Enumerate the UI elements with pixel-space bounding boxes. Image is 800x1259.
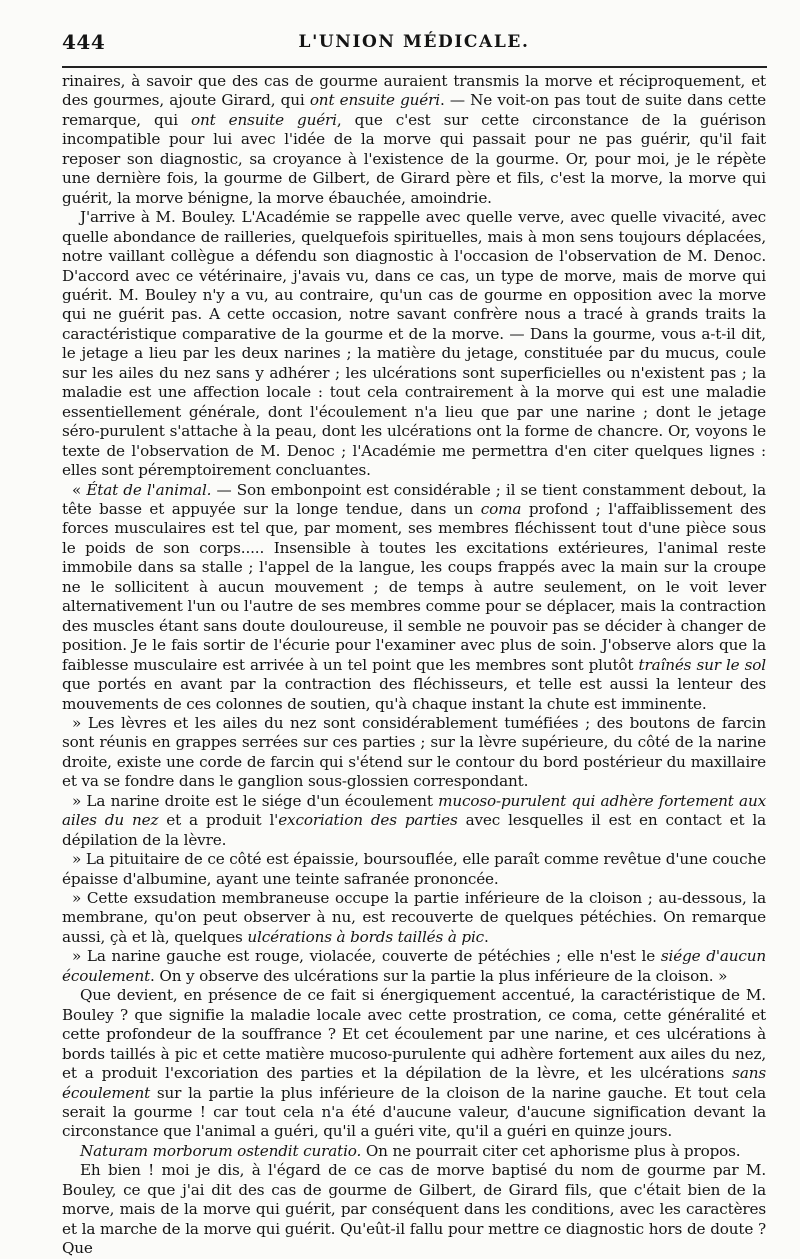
italic-text: ont ensuite guéri bbox=[309, 91, 440, 110]
text-segment: » La narine droite est le siége d'un écoulement bbox=[72, 791, 439, 810]
paragraph bbox=[62, 1161, 766, 1258]
italic-text: État de l'animal. bbox=[86, 480, 212, 499]
header-rule bbox=[62, 66, 767, 68]
paragraph bbox=[62, 850, 766, 889]
italic-text: coma bbox=[480, 499, 522, 518]
text-segment: Eh bien ! moi je dis, à l'égard de ce cas de morve baptisé du nom de gourme par M. Bouley, ce que j'ai dit des cas de gourme de Gilbert, de Girard fils, que c'était bien de la morve, mais de la morve qui guérit, par conséquent dans les conditions, avec les caractères et la marche de la morve qui guérit. Qu'eût-il fallu pour mettre ce diagnostic hors de doute ? Que bbox=[62, 1161, 766, 1258]
page-header bbox=[62, 30, 766, 60]
text-segment: . On y observe des ulcérations sur la partie la plus inférieure de la cloison. » bbox=[150, 966, 728, 985]
italic-text: Naturam morborum ostendit curatio. bbox=[80, 1141, 362, 1160]
running-title: L'UNION MÉDICALE. bbox=[298, 32, 530, 52]
paragraph bbox=[62, 889, 766, 947]
paragraph bbox=[62, 947, 766, 986]
text-segment: J'arrive à M. Bouley. L'Académie se rappelle avec quelle verve, avec quelle vivacité, avec quelle abondance de railleries, quelquefois spirituelles, mais à mon sens toujours déplacées, notre vaillant collègue a défendu son diagnostic à l'occasion de l'observation de M. Denoc. D'accord avec ce vétérinaire, j'avais vu, dans ce cas, un type de morve, mais de morve qui guérit. M. Bouley n'y a vu, au contraire, qu'un cas de gourme en opposition avec la morve qui ne guérit pas. A cette occasion, notre savant confrère nous a tracé à grands traits la caractéristique comparative de la gourme et de la morve. — Dans la gourme, vous a-t-il dit, le jetage a lieu par les deux narines ; la matière du jetage, constituée par du mucus, coule sur les ailes du nez sans y adhérer ; les ulcérations sont superficielles ou n'existent pas ; la maladie est une affection locale : tout cela contrairement à la morve qui est une maladie essentiellement générale, dont l'écoulement n'a lieu que par une narine ; dont le jetage séro-purulent s'attache à la peau, dont les ulcérations ont la forme de chancre. Or, voyons le texte de l'observation de M. Denoc ; l'Académie me permettra d'en citer quelques lignes : elles sont péremptoirement concluantes. bbox=[62, 208, 766, 480]
page-number: 444 bbox=[62, 30, 106, 54]
italic-text: sans écoulement bbox=[62, 1064, 766, 1102]
text-segment: « bbox=[72, 480, 87, 499]
italic-text: siége d'aucun écoulement bbox=[62, 947, 766, 985]
paragraph bbox=[62, 208, 766, 480]
italic-text: ulcérations à bords taillés à pic bbox=[247, 927, 485, 946]
paragraph bbox=[62, 72, 766, 208]
paragraph bbox=[62, 714, 766, 792]
text-segment: » La narine gauche est rouge, violacée, couverte de pétéchies ; elle n'est le bbox=[72, 947, 661, 966]
text-segment: — Son embonpoint est considérable ; il se tient constamment debout, la tête basse et appuyée sur la longe tendue, dans un bbox=[62, 480, 767, 518]
text-segment: et a produit l' bbox=[158, 811, 279, 830]
text-segment: » La pituitaire de ce côté est épaissie, boursouflée, elle paraît comme revêtue d'une couche épaisse d'albumine, ayant une teinte safranée prononcée. bbox=[62, 850, 766, 888]
paragraph bbox=[62, 986, 766, 1142]
text-segment: . bbox=[484, 927, 489, 946]
paragraph bbox=[62, 481, 766, 714]
italic-text: mucoso-purulent qui adhère fortement aux ailes du nez bbox=[62, 791, 767, 830]
text-segment: que portés en avant par la contraction des fléchisseurs, et telle est aussi la lenteur des mouvements de ces colonnes de soutien, qu'à chaque instant la chute est imminente. bbox=[62, 675, 766, 713]
text-segment: avec lesquelles il est en contact et la dépilation de la lèvre. bbox=[62, 811, 767, 849]
text-segment: sur la partie la plus inférieure de la cloison de la narine gauche. Et tout cela serait la gourme ! car tout cela n'a été d'aucune valeur, d'aucune signification devant la circonstance que l'animal a guéri, qu'il a guéri vite, qu'il a guéri en quinze jours. bbox=[62, 1083, 766, 1141]
text-segment: . — Ne voit-on pas tout de suite dans cette remarque, qui bbox=[62, 91, 766, 129]
italic-text: ont ensuite guéri bbox=[191, 110, 337, 129]
italic-text: traînés sur le sol bbox=[638, 655, 766, 674]
text-segment: On ne pourrait citer cet aphorisme plus à propos. bbox=[361, 1141, 741, 1160]
text-segment: » Cette exsudation membraneuse occupe la partie inférieure de la cloison ; au-dessous, la membrane, qu'on peut observer à nu, est recouverte de quelques pétéchies. On remarque aussi, çà et là, quelques bbox=[62, 889, 766, 946]
text-segment: » Les lèvres et les ailes du nez sont considérablement tuméfiées ; des boutons de farcin sont réunis en grappes serrées sur ces parties ; sur la lèvre supérieure, du côté de la narine droite, existe une corde de farcin qui s'étend sur le contour du bord postérieur du maxillaire et va se fondre dans le ganglion sous-glossien correspondant. bbox=[62, 713, 766, 791]
paragraph bbox=[62, 792, 766, 850]
italic-text: excoriation des parties bbox=[278, 811, 458, 830]
body-text bbox=[62, 72, 766, 1259]
text-segment: , que c'est sur cette circonstance de la guérison incompatible pour lui avec l'idée de la morve qui passait pour ne pas guérir, qu'il fait reposer son diagnostic, sa croyance à l'existence de la gourme. Or, pour moi, je le répète une dernière fois, la gourme de Gilbert, de Girard père et fils, c'est la morve, la morve qui guérit, la morve bénigne, la morve ébauchée, amoindrie. bbox=[62, 110, 766, 207]
text-segment: profond ; l'affaiblissement des forces musculaires est tel que, par moment, ses membres fléchissent tout d'une pièce sous le poids de son corps..... Insensible à toutes les excitations extérieures, l'animal reste immobile dans sa stalle ; l'appel de la langue, les coups frappés avec la main sur la croupe ne le sollicitent à aucun mouvement ; de temps à autre seulement, on le voit lever alternativement l'un ou l'autre de ses membres comme pour se déplacer, mais la contraction des muscles étant sans doute douloureuse, il semble ne pouvoir pas se décider à changer de position. Je le fais sortir de l'écurie pour l'examiner avec plus de soin. J'observe alors que la faiblesse musculaire est arrivée à un tel point que les membres sont plutôt bbox=[62, 499, 766, 674]
paragraph bbox=[62, 1142, 766, 1161]
text-segment: rinaires, à savoir que des cas de gourme auraient transmis la morve et réciproquement, et des gourmes, ajoute Girard, qui bbox=[62, 72, 766, 110]
text-segment: Que devient, en présence de ce fait si énergiquement accentué, la caractéristique de M. Bouley ? que signifie la maladie locale avec cette prostration, ce coma, cette généralité et cette profondeur de la souffrance ? Et cet écoulement par une narine, et ces ulcérations à bords taillés à pic et cette matière mucoso-purulente qui adhère fortement aux ailes du nez, et a produit l'excoriation des parties et la dépilation de la lèvre, et les ulcérations bbox=[62, 986, 766, 1083]
